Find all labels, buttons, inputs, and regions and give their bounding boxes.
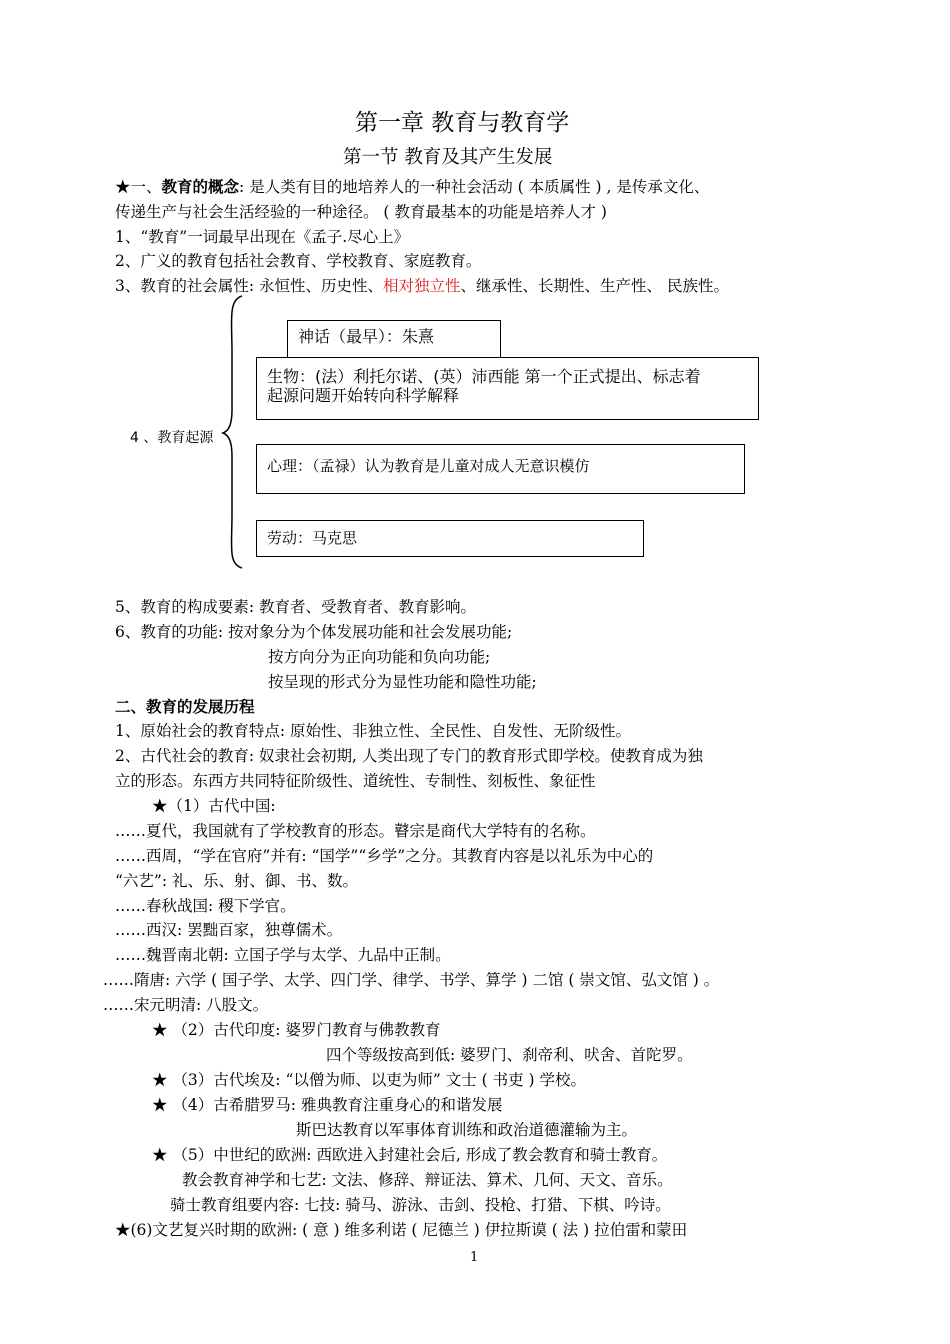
china-weijin: ……魏晋南北朝: 立国子学与太学、九品中正制。: [115, 946, 451, 964]
concept-line-1: [115, 177, 709, 197]
origin-labor-text: 劳动：马克思: [267, 529, 358, 547]
star-icon: ★: [115, 178, 131, 196]
china-xia: ……夏代，我国就有了学校教育的形态。瞽宗是商代大学特有的名称。: [115, 822, 596, 840]
concept-definition: : 是人类有目的地培养人的一种社会活动 ( 本质属性 ) , 是传承文化、: [239, 178, 710, 196]
china-heading: ★（1）古代中国:: [152, 797, 276, 815]
origin-bio-line-1: 生物：(法）利托尔诺、(英）沛西能 第一个正式提出、标志着: [267, 367, 701, 386]
greece-line-1: ★ （4）古希腊罗马: 雅典教育注重身心的和谐发展: [152, 1096, 503, 1114]
item-3-text: 3、教育的社会属性: 永恒性、历史性、: [115, 277, 384, 295]
origin-myth-text: 神话（最早）：朱熹: [298, 327, 435, 346]
part-2-heading: 二、教育的发展历程: [115, 697, 255, 716]
greece-line-2: 斯巴达教育以军事体育训练和政治道德灌输为主。: [296, 1121, 638, 1139]
item-2: 2、广义的教育包括社会教育、学校教育、家庭教育。: [115, 252, 482, 270]
medieval-line-1: ★ （5）中世纪的欧洲: 西欧进入封建社会后, 形成了教会教育和骑士教育。: [152, 1146, 668, 1164]
part-2-item-2-line-2: 立的形态。东西方共同特征阶级性、道统性、专制性、刻板性、象征性: [115, 772, 596, 790]
china-zhou-line-1: ……西周，“学在官府”并有: “国学”“乡学”之分。其教育内容是以礼乐为中心的: [115, 847, 654, 865]
origin-psych-text: 心理：（孟禄）认为教育是儿童对成人无意识模仿: [267, 457, 590, 475]
chapter-title: 第一章 教育与教育学: [355, 110, 570, 136]
medieval-line-2: 教会教育神学和七艺: 文法、修辞、辩证法、算术、几何、天文、音乐。: [182, 1171, 673, 1189]
page-number: 1: [470, 1250, 479, 1265]
renaissance-line: ★(6)文艺复兴时期的欧洲: ( 意 ) 维多利诺 ( 尼德兰 ) 伊拉斯谟 ( 法 ) 拉伯雷和蒙田: [115, 1221, 688, 1239]
origin-label: 4 、教育起源: [130, 430, 214, 446]
concept-number: 一、: [130, 178, 162, 196]
part-2-item-2-line-1: 2、古代社会的教育: 奴隶社会初期, 人类出现了专门的教育形式即学校。使教育成为独: [115, 747, 703, 765]
item-3-highlight: 相对独立性: [383, 277, 461, 295]
china-chunqiu: ……春秋战国: 稷下学官。: [115, 897, 296, 915]
origin-myth-box: [287, 320, 501, 358]
china-zhou-line-2: “六艺”: 礼、乐、射、御、书、数。: [115, 872, 358, 890]
item-6-line-2: 按方向分为正向功能和负向功能;: [268, 648, 491, 666]
item-3: [115, 276, 729, 296]
item-5: 5、教育的构成要素: 教育者、受教育者、教育影响。: [115, 598, 477, 616]
origin-labor-box: [256, 520, 644, 557]
origin-brace: [220, 292, 250, 572]
china-songyuan: ……宋元明清: 八股文。: [103, 996, 269, 1014]
item-6-line-3: 按呈现的形式分为显性功能和隐性功能;: [268, 673, 537, 691]
origin-bio-line-2: 起源问题开始转向科学解释: [267, 386, 460, 405]
part-2-item-1: 1、原始社会的教育特点: 原始性、非独立性、全民性、自发性、无阶级性。: [115, 722, 632, 740]
medieval-line-3: 骑士教育组要内容: 七技: 骑马、游泳、击剑、投枪、打猎、下棋、吟诗。: [170, 1196, 671, 1214]
section-title: 第一节 教育及其产生发展: [343, 147, 553, 168]
origin-bio-box: [256, 357, 759, 420]
china-suitang: ……隋唐: 六学 ( 国子学、太学、四门学、律学、书学、算学 ) 二馆 ( 崇文馆、弘文馆 ) 。: [103, 971, 720, 989]
item-6-line-1: 6、教育的功能: 按对象分为个体发展功能和社会发展功能;: [115, 623, 513, 641]
india-line-1: ★ （2）古代印度: 婆罗门教育与佛教教育: [152, 1021, 441, 1039]
india-line-2: 四个等级按高到低: 婆罗门、刹帝利、吠舍、首陀罗。: [326, 1046, 693, 1064]
item-1: 1、“教育”一词最早出现在《孟子.尽心上》: [115, 228, 410, 246]
china-han: ……西汉: 罢黜百家，独尊儒术。: [115, 921, 343, 939]
origin-psych-box: [256, 444, 745, 494]
concept-label: 教育的概念: [161, 177, 240, 196]
egypt-line: ★ （3）古代埃及: “以僧为师、以吏为师” 文士 ( 书吏 ) 学校。: [152, 1071, 587, 1089]
item-3-text-end: 、继承性、长期性、生产性、 民族性。: [460, 277, 729, 295]
concept-line-2: 传递生产与社会生活经验的一种途径。 ( 教育最基本的功能是培养人才 ): [115, 203, 607, 221]
